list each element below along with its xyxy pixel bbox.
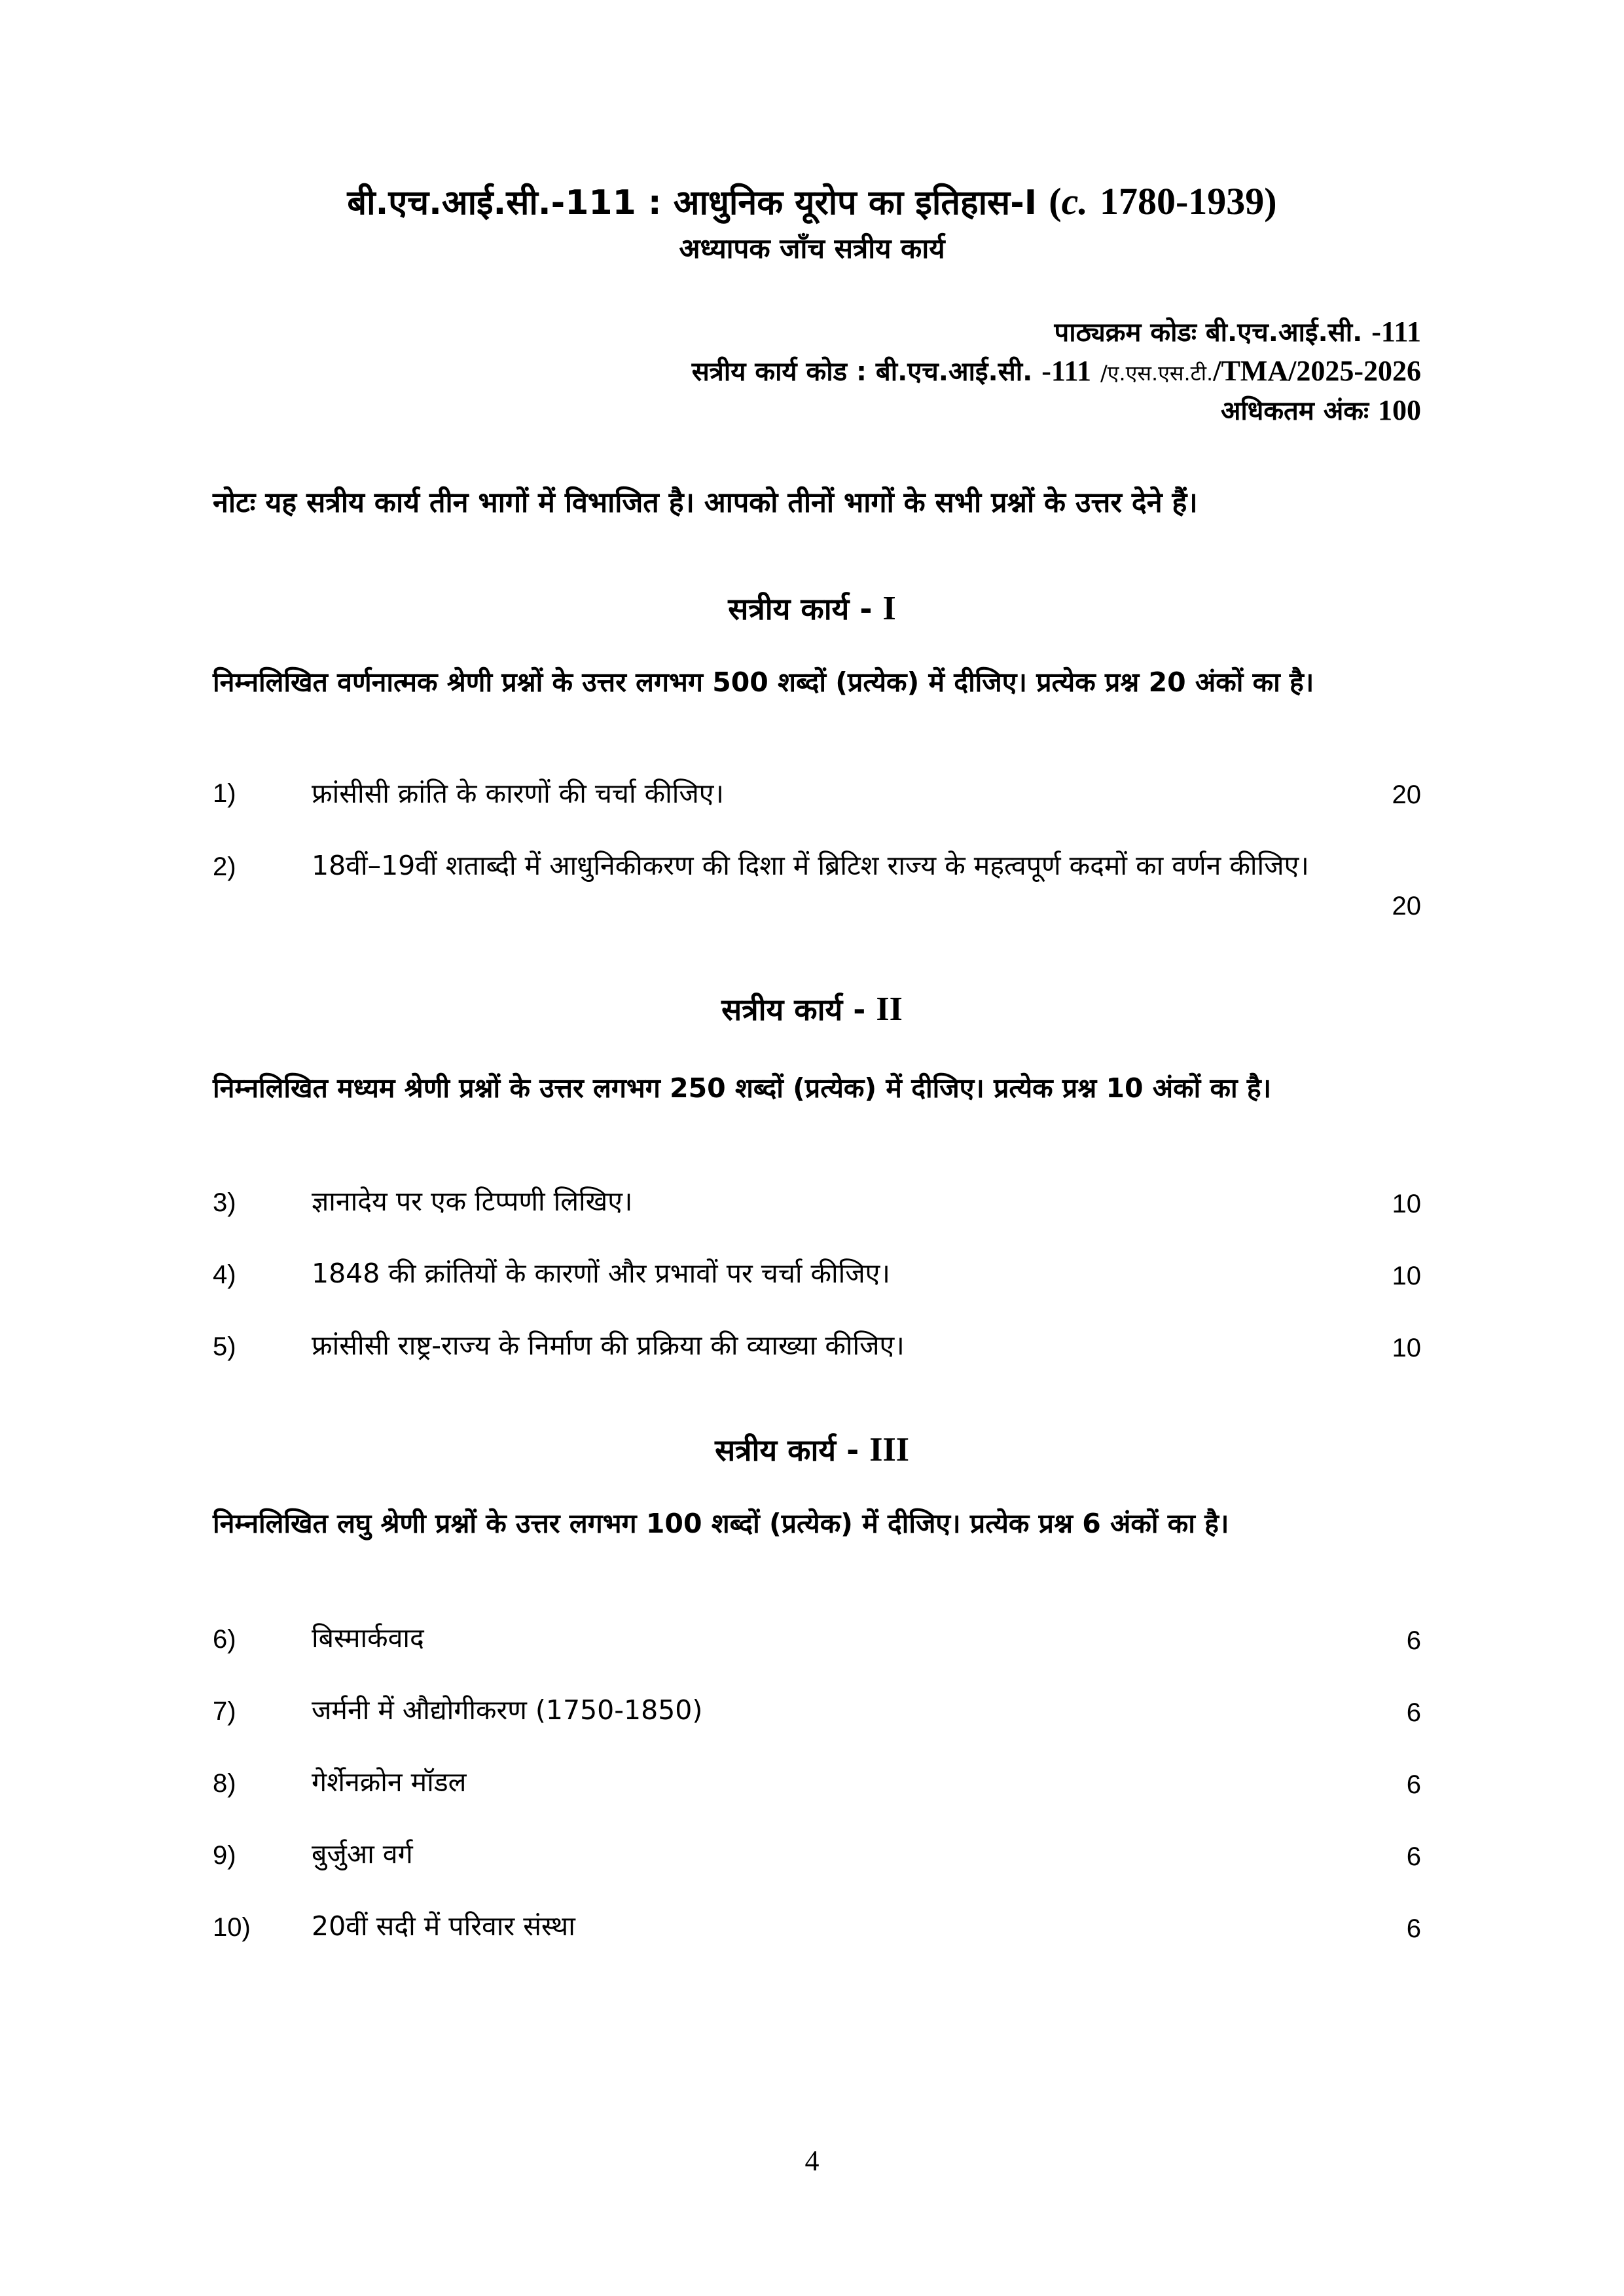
question-text: ज्ञानादेय पर एक टिप्पणी लिखिए।	[312, 1186, 633, 1217]
assignment-code-line	[692, 352, 1421, 388]
section-heading-3	[0, 1429, 1624, 1470]
page-number: 4	[804, 2145, 820, 2177]
question-marks: 10	[1392, 1334, 1421, 1362]
question-marks: 6	[1406, 1770, 1421, 1799]
question-number: 5)	[213, 1332, 236, 1361]
question-number: 4)	[213, 1260, 236, 1289]
question-text: फ्रांसीसी क्रांति के कारणों की चर्चा कीजिए।	[312, 778, 724, 809]
section-heading-2	[0, 989, 1624, 1029]
question-marks: 6	[1406, 1842, 1421, 1871]
assignment-code-label: सत्रीय कार्य कोड : बी.एच.आई.सी.	[691, 357, 1033, 387]
section-heading-label: सत्रीय कार्य -	[715, 1432, 859, 1468]
course-code-value: -111	[1371, 316, 1421, 348]
section-heading-roman: III	[869, 1431, 909, 1468]
max-marks-line	[1221, 392, 1421, 428]
question-number: 9)	[213, 1841, 236, 1870]
question-marks: 10	[1392, 1262, 1421, 1290]
section-heading-roman: II	[876, 991, 903, 1028]
question-number: 3)	[213, 1188, 236, 1217]
question-number: 2)	[213, 852, 236, 881]
document-title	[0, 178, 1624, 225]
title-paren-open: (	[1049, 180, 1062, 223]
section-heading-roman: I	[882, 590, 896, 627]
assignment-code-suffix: /TMA/2025-2026	[1213, 355, 1421, 387]
question-text: 20वीं सदी में परिवार संस्था	[312, 1910, 575, 1942]
question-text: 1848 की क्रांतियों के कारणों और प्रभावों पर चर्चा कीजिए।	[312, 1258, 890, 1289]
question-text: गेर्शेनक्रोन मॉडल	[312, 1766, 467, 1798]
question-number: 7)	[213, 1697, 236, 1726]
question-marks: 6	[1406, 1626, 1421, 1655]
question-text: बुर्जुआ वर्ग	[312, 1838, 413, 1870]
question-number: 6)	[213, 1625, 236, 1654]
course-code-label: पाठ्यक्रम कोडः बी.एच.आई.सी.	[1054, 318, 1363, 348]
question-marks: 6	[1406, 1914, 1421, 1943]
section-heading-label: सत्रीय कार्य -	[728, 591, 873, 627]
section-3-instruction: निम्नलिखित लघु श्रेणी प्रश्नों के उत्तर लगभग 100 शब्दों (प्रत्येक) में दीजिए। प्रत्येक प्रश्न 6 अंकों का है।	[213, 1508, 1229, 1539]
question-marks: 20	[1392, 892, 1421, 920]
title-hindi: आधुनिक यूरोप का इतिहास-I	[673, 183, 1038, 223]
document-subtitle: अध्यापक जाँच सत्रीय कार्य	[679, 232, 945, 264]
question-number: 8)	[213, 1769, 236, 1798]
max-marks-value: 100	[1378, 394, 1421, 426]
section-2-instruction: निम्नलिखित मध्यम श्रेणी प्रश्नों के उत्तर लगभग 250 शब्दों (प्रत्येक) में दीजिए। प्रत्येक प्रश्न 10 अंकों का है।	[213, 1072, 1272, 1104]
question-marks: 10	[1392, 1190, 1421, 1218]
question-marks: 20	[1392, 780, 1421, 809]
title-circa: c.	[1061, 180, 1088, 223]
question-text: जर्मनी में औद्योगीकरण (1750-1850)	[312, 1694, 703, 1726]
question-number: 10)	[213, 1913, 251, 1942]
section-heading-1	[0, 588, 1624, 629]
course-code-prefix: बी.एच.आई.सी.-111 :	[347, 183, 662, 223]
note-text: नोटः यह सत्रीय कार्य तीन भागों में विभाजित है। आपको तीनों भागों के सभी प्रश्नों के उत्तर देने हैं।	[213, 486, 1198, 519]
section-heading-label: सत्रीय कार्य -	[721, 992, 866, 1027]
question-text: फ्रांसीसी राष्ट्र-राज्य के निर्माण की प्रक्रिया की व्याख्या कीजिए।	[312, 1330, 905, 1361]
title-years: 1780-1939)	[1099, 180, 1277, 223]
max-marks-label: अधिकतम अंकः	[1220, 396, 1369, 426]
course-code-line	[1055, 313, 1421, 349]
question-text: बिस्मार्कवाद	[312, 1622, 424, 1654]
section-1-instruction: निम्नलिखित वर्णनात्मक श्रेणी प्रश्नों के उत्तर लगभग 500 शब्दों (प्रत्येक) में दीजिए। प्रत्येक प्रश्न 20 अंकों का है।	[213, 666, 1314, 698]
question-text: 18वीं–19वीं शताब्दी में आधुनिकीकरण की दिशा में ब्रिटिश राज्य के महत्वपूर्ण कदमों का वर्णन कीजिए।	[312, 850, 1309, 881]
assignment-code-suffix-hindi: /ए.एस.एस.टी.	[1100, 361, 1214, 386]
assignment-code-value: -111	[1041, 355, 1092, 387]
question-number: 1)	[213, 779, 236, 808]
question-marks: 6	[1406, 1698, 1421, 1727]
